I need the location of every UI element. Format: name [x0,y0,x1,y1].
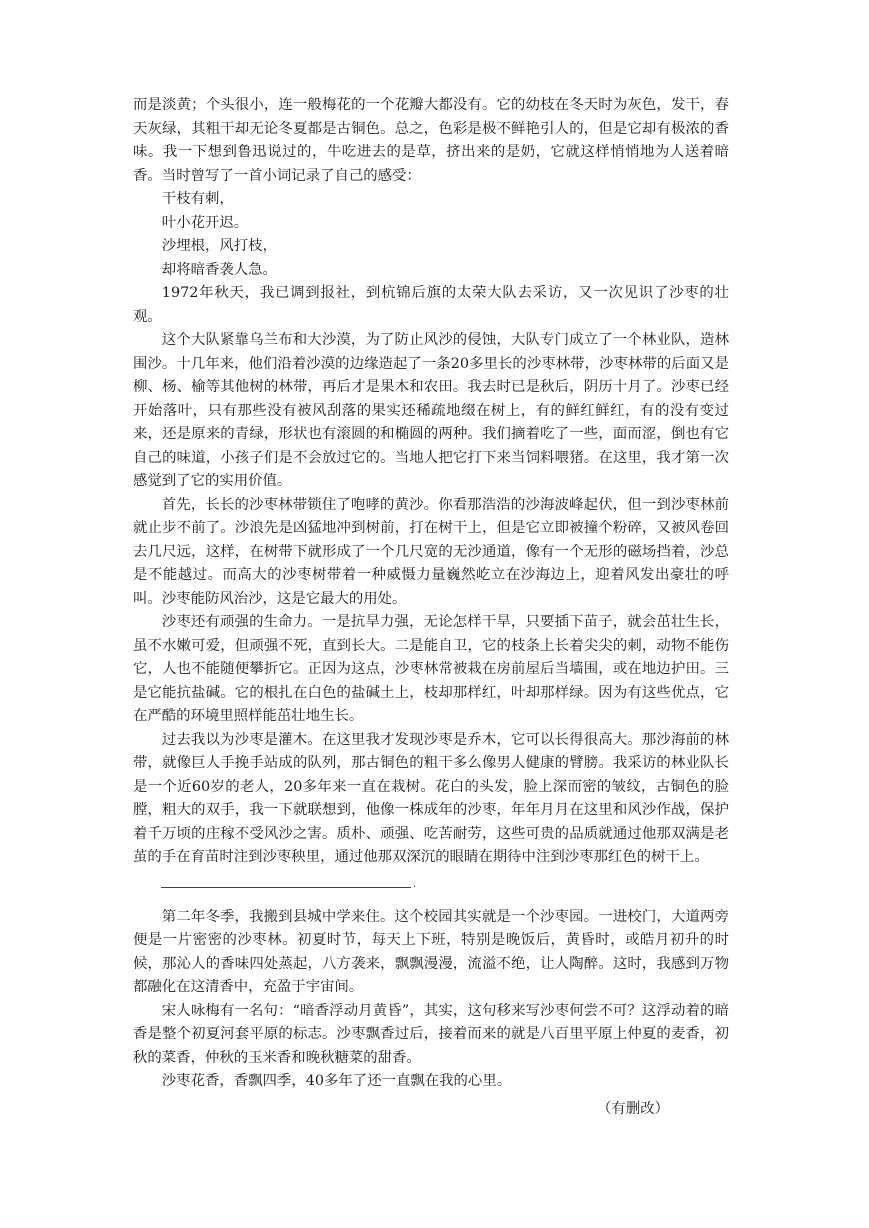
poem-line: 却将暗香袭人急。 [161,261,277,278]
body-paragraph: 沙枣花香，香飘四季，40多年了还一直飘在我的心里。 [161,1073,512,1089]
blank-end-mark: . [412,878,416,890]
body-paragraph: 首先，长长的沙枣林带锁住了咆哮的黄沙。你看那浩浩的沙海波峰起伏，但一到沙枣林前就止步不前了。沙浪先是凶猛地冲到树前，打在树干上，但是它立即被撞个粉碎，又被风卷回去几尺远，这样，在树带下就形成了一个几尺宽的无沙通道，像有一个无形的磁场挡着，沙总是不能越过。而高大的沙枣树带着一种威慑力量巍然屹立在沙海边上，迎着风发出豪壮的呼叫。沙枣能防风治沙，这是它最大的用处。 [133,496,729,607]
poem-line: 干枝有刺， [161,191,234,207]
document-page [133,94,729,1121]
poem [133,188,729,282]
body-paragraph: 过去我以为沙枣是灌木。在这里我才发现沙枣是乔木，它可以长得很高大。那沙海前的林带，就像巨人手挽手站成的队列，那古铜色的粗干多么像男人健康的臂膀。我采访的林业队长是一个近60岁的老人，20多年来一直在栽树。花白的头发，脸上深而密的皱纹，古铜色的脸膛，粗大的双手，我一下就联想到，他像一株成年的沙枣，年年月月在这里和风沙作战，保护着千万顷的庄稼不受风沙之害。质朴、顽强、吃苦耐劳，这些可贵的品质就通过他那双满是老茧的手在育苗时注到沙枣秧里，通过他那双深沉的眼睛在期待中注到沙枣那红色的树干上。 [133,731,729,865]
poem-line: 沙埋根，风打枝， [161,238,277,254]
poem-line: 叶小花开迟。 [161,214,249,231]
answer-blank-line [161,878,416,890]
body-paragraph: 这个大队紧靠乌兰布和大沙漠，为了防止风沙的侵蚀，大队专门成立了一个林业队，造林围沙。十几年来，他们沿着沙漠的边缘造起了一条20多里长的沙枣林带，沙枣林带的后面又是柳、杨、榆等其他树的林带，再后才是果木和农田。我去时已是秋后，阴历十月了。沙枣已经开始落叶，只有那些没有被风刮落的果实还稀疏地缀在树上，有的鲜红鲜红，有的没有变过来，还是原来的青绿，形状也有滚圆的和椭圆的两种。我们摘着吃了一些，面而涩，倒也有它自己的味道，小孩子们是不会放过它的。当地人把它打下来当饲料喂猪。在这里，我才第一次感觉到了它的实用价值。 [133,332,729,489]
edit-note: （有删改） [597,1100,669,1117]
body-paragraph: 沙枣还有顽强的生命力。一是抗旱力强，无论怎样干旱，只要插下苗子，就会茁壮生长，虽不水嫩可爱，但顽强不死，直到长大。二是能自卫，它的枝条上长着尖尖的刺，动物不能伤它，人也不能随便攀折它。正因为这点，沙枣林常被栽在房前屋后当墙围，或在地边护田。三是它能抗盐碱。它的根扎在白色的盐碱土上，枝却那样红，叶却那样绿。因为有这些优点，它在严酷的环境里照样能茁壮地生长。 [133,614,729,724]
body-paragraph: 1972年秋天，我已调到报社，到杭锦后旗的太荣大队去采访，又一次见识了沙枣的壮观。 [133,285,729,325]
opening-paragraph: 而是淡黄；个头很小，连一般梅花的一个花瓣大都没有。它的幼枝在冬天时为灰色，发干，春天灰绿，其粗干却无论冬夏都是古铜色。总之，色彩是极不鲜艳引人的，但是它却有极浓的香味。我一下想到鲁迅说过的，牛吃进去的是草，挤出来的是奶，它就这样悄悄地为人送着暗香。当时曾写了一首小词记录了自己的感受： [133,97,729,184]
body-paragraph: 第二年冬季，我搬到县城中学来住。这个校园其实就是一个沙枣园。一进校门，大道两旁便是一片密密的沙枣林。初夏时节，每天上下班，特别是晚饭后，黄昏时，或皓月初升的时候，那沁人的香味四处蒸起，八方袭来，飘飘漫漫，流溢不绝，让人陶醉。这时，我感到万物都融化在这清香中，充盈于宇宙间。 [133,908,729,995]
body-paragraph: 宋人咏梅有一名句：“暗香浮动月黄昏”，其实，这句移来写沙枣何尝不可？这浮动着的暗香是整个初夏河套平原的标志。沙枣飘香过后，接着而来的就是八百里平原上仲夏的麦香，初秋的菜香，仲秋的玉米香和晚秋糖菜的甜香。 [133,1002,729,1066]
